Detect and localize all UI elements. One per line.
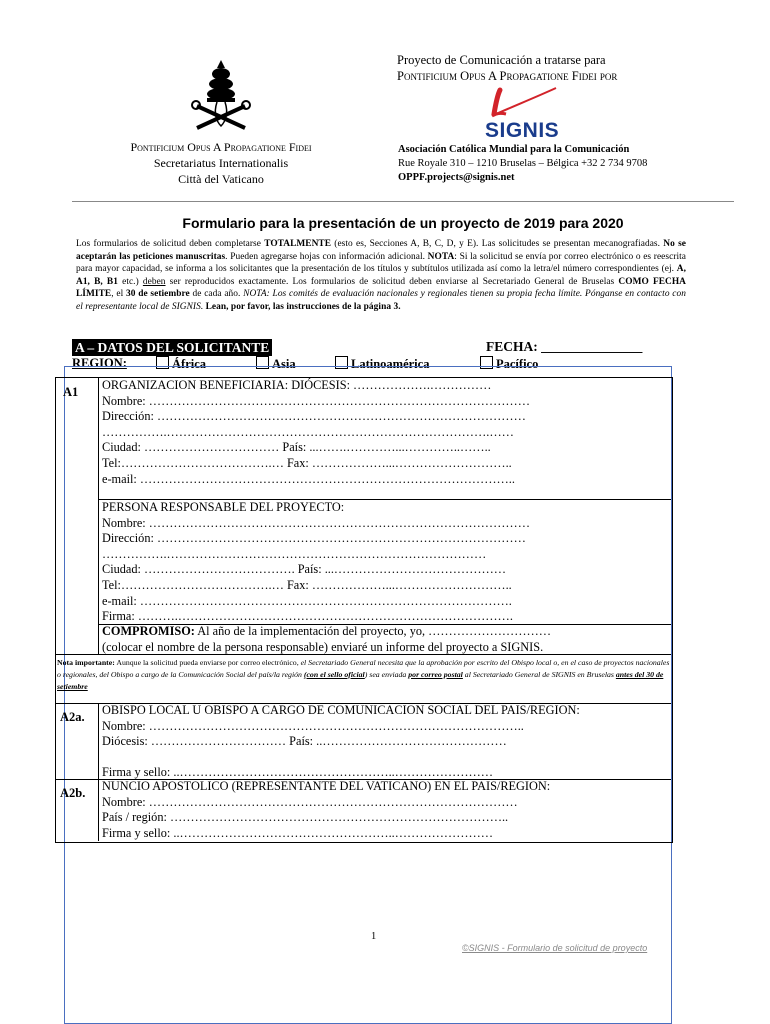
row-label-a1: A1 xyxy=(63,385,79,399)
note-italic: ) sea enviada xyxy=(364,670,409,679)
intro-bold: No se aceptarán las peticiones manuscritas xyxy=(76,239,686,262)
beneficiary-line[interactable]: Dirección: ……………………………………………………………………………… xyxy=(102,409,526,424)
responsible-line[interactable]: Tel:……………………………….… Fax: ………………...……………………….. xyxy=(102,577,512,592)
intro-text: : Si la solicitud se envía por correo electrónico o es reescrita para mayor capacidad, se informa a los solicitantes que la presentación de los títulos y subtítulos utilizada así como la letra/el número correspondientes (ej. xyxy=(76,251,686,275)
form-title: Formulario para la presentación de un proyecto de 2019 para 2020 xyxy=(182,215,624,231)
nuncio-line[interactable]: Firma y sello: ..……………………………………………..…………………… xyxy=(102,825,494,840)
nuncio-line: NUNCIO APOSTOLICO (REPRESENTANTE DEL VATICANO) EN EL PAIS/REGION: xyxy=(102,779,551,793)
responsible-line[interactable]: Firma: ……….………………………………………………………………………. xyxy=(102,609,513,624)
signis-logo-text: SIGNIS xyxy=(485,119,560,142)
beneficiary-line[interactable]: Ciudad: …………………………… País: ...…….…………...…………..…….. xyxy=(102,440,491,455)
region-option-label: Latinoamérica xyxy=(351,357,430,371)
header-left-block xyxy=(95,139,347,187)
nuncio-line[interactable]: País / región: ……………………………………………………………………….. xyxy=(102,810,509,825)
note-bold-underline: (con el sello oficial xyxy=(303,670,365,679)
section-a-title: A – DATOS DEL SOLICITANTE xyxy=(72,339,272,356)
association-block xyxy=(398,143,647,185)
row-label-a2b: A2b. xyxy=(60,786,86,800)
header-divider xyxy=(72,201,734,202)
important-note xyxy=(57,657,675,693)
bishop-line[interactable]: Firma y sello: ..……………………………………………..…………………… xyxy=(102,765,494,780)
bishop-line[interactable]: Nombre: ……………………………………………………………………………….. xyxy=(102,718,524,733)
region-option-label: África xyxy=(172,357,207,371)
bishop-line xyxy=(102,750,580,766)
intro-paragraph xyxy=(76,238,686,314)
footer-copyright: ©SIGNIS - Formulario de solicitud de proyecto xyxy=(462,943,648,953)
note-bold-underline: antes del 30 de setiembre xyxy=(57,670,664,691)
compromiso-label: COMPROMISO: xyxy=(102,624,195,638)
intro-bold: NOTA xyxy=(427,251,455,262)
intro-text: (esto es, Secciones A, B, C, D, y E). Las solicitudes se presentan mecanografiadas. xyxy=(331,239,664,249)
intro-text: de cada año. xyxy=(189,289,244,300)
bishop-block xyxy=(102,703,580,781)
intro-text: Los formularios de solicitud deben completarse xyxy=(76,239,265,249)
responsible-line: PERSONA RESPONSABLE DEL PROYECTO: xyxy=(102,500,345,514)
intro-bold: COMO FECHA LÍMITE xyxy=(76,276,687,300)
association-address: Rue Royale 310 – 1210 Bruselas – Bélgica +32 2 734 9708 xyxy=(398,158,648,169)
beneficiary-line[interactable]: ORGANIZACION BENEFICIARIA: DIÓCESIS: ……………….…………… xyxy=(102,378,492,392)
intro-bold: A, A1, B, B1 xyxy=(76,264,686,287)
intro-italic: NOTA: Los comités de evaluación nacionales y regionales tienen su propia fecha límite. Pónganse en contacto con el representante local de SIGNIS. xyxy=(76,289,686,312)
region-option-label: Asia xyxy=(272,357,296,371)
association-email: OPPF.projects@signis.net xyxy=(398,172,515,183)
responsible-line[interactable]: Ciudad: ………………………………. País: ...…………………………………… xyxy=(102,562,507,577)
fecha-field[interactable]: FECHA: _______________ xyxy=(486,339,643,354)
beneficiary-line[interactable]: …………….…………………………………………………………………….…… xyxy=(102,424,514,439)
table-column-divider xyxy=(98,377,99,654)
header-left-line3: Città del Vaticano xyxy=(178,172,264,186)
responsible-line[interactable]: …………….…………………………………………………………………… xyxy=(102,546,487,561)
header-right-line1: Proyecto de Comunicación a tratarse para xyxy=(397,53,606,67)
vatican-coat-of-arms-icon xyxy=(187,58,255,133)
intro-text: ser reproducidos exactamente. Los formularios de solicitud deben enviarse al Secretariado General de Bruselas xyxy=(165,276,619,287)
nuncio-block xyxy=(102,779,550,841)
intro-text: , el xyxy=(111,289,126,300)
responsible-line[interactable]: Nombre: ………………………………………………………………………………… xyxy=(102,515,530,530)
association-name: Asociación Católica Mundial para la Comunicación xyxy=(398,144,630,155)
intro-bold: 30 de setiembre xyxy=(125,289,190,300)
compromiso-line2: (colocar el nombre de la persona responsable) enviaré un informe del proyecto a SIGNIS. xyxy=(102,639,544,654)
note-italic: al Secretariado General de SIGNIS en Bruselas xyxy=(462,670,616,679)
bishop-line[interactable]: Diócesis: …………………………… País: ..……………………………………… xyxy=(102,734,507,749)
region-option-label: Pacífico xyxy=(496,357,539,371)
compromiso-line[interactable] xyxy=(102,624,551,640)
responsible-block xyxy=(102,500,530,625)
table-column-divider xyxy=(98,703,99,841)
beneficiary-line[interactable]: e-mail: ……………………………………………………………………………….. xyxy=(102,471,515,486)
intro-bold: TOTALMENTE xyxy=(264,239,332,249)
nuncio-line[interactable]: Nombre: ……………………………………………………………………………… xyxy=(102,794,518,809)
header-right-line2: Pontificium Opus A Propagatione Fidei por xyxy=(397,69,618,83)
page-number: 1 xyxy=(371,931,377,942)
intro-text: etc.) xyxy=(117,276,143,287)
responsible-line[interactable]: e-mail: ………………………………………………………………………………. xyxy=(102,593,512,608)
note-bold: Nota importante: xyxy=(57,658,115,667)
bishop-line: OBISPO LOCAL U OBISPO A CARGO DE COMUNICACION SOCIAL DEL PAIS/REGION: xyxy=(102,703,580,717)
compromiso-text: Al año de la implementación del proyecto, yo, ………………………… xyxy=(194,624,552,638)
compromiso-block xyxy=(102,624,551,655)
region-label: REGION: xyxy=(72,356,127,370)
header-left-line1: Pontificium Opus A Propagatione Fidei xyxy=(130,140,312,154)
header-left-line2: Secretariatus Internationalis xyxy=(153,156,289,170)
note-italic: el Secretariado General necesita que la aprobación por escrito del Obispo local o, en el caso de proyectos nacionales o regionales, del Obispo a cargo de la Comunicación Social del país/la región xyxy=(57,658,670,679)
beneficiary-line[interactable]: Tel:……………………………….… Fax: ………………...……………………….. xyxy=(102,455,512,470)
beneficiary-block xyxy=(102,378,530,487)
beneficiary-line[interactable]: Nombre: ………………………………………………………………………………… xyxy=(102,393,530,408)
note-text: Aunque la solicitud pueda enviarse por correo electrónico, xyxy=(114,658,301,667)
note-bold-underline: por correo postal xyxy=(408,670,463,679)
responsible-line[interactable]: Dirección: ……………………………………………………………………………… xyxy=(102,531,526,546)
intro-underline: deben xyxy=(142,276,166,287)
header-project-line xyxy=(397,52,617,84)
intro-bold: Lean, por favor, las instrucciones de la página 3. xyxy=(203,301,401,312)
intro-text: . Pueden agregarse hojas con información adicional. xyxy=(225,251,428,262)
row-label-a2a: A2a. xyxy=(60,710,85,724)
